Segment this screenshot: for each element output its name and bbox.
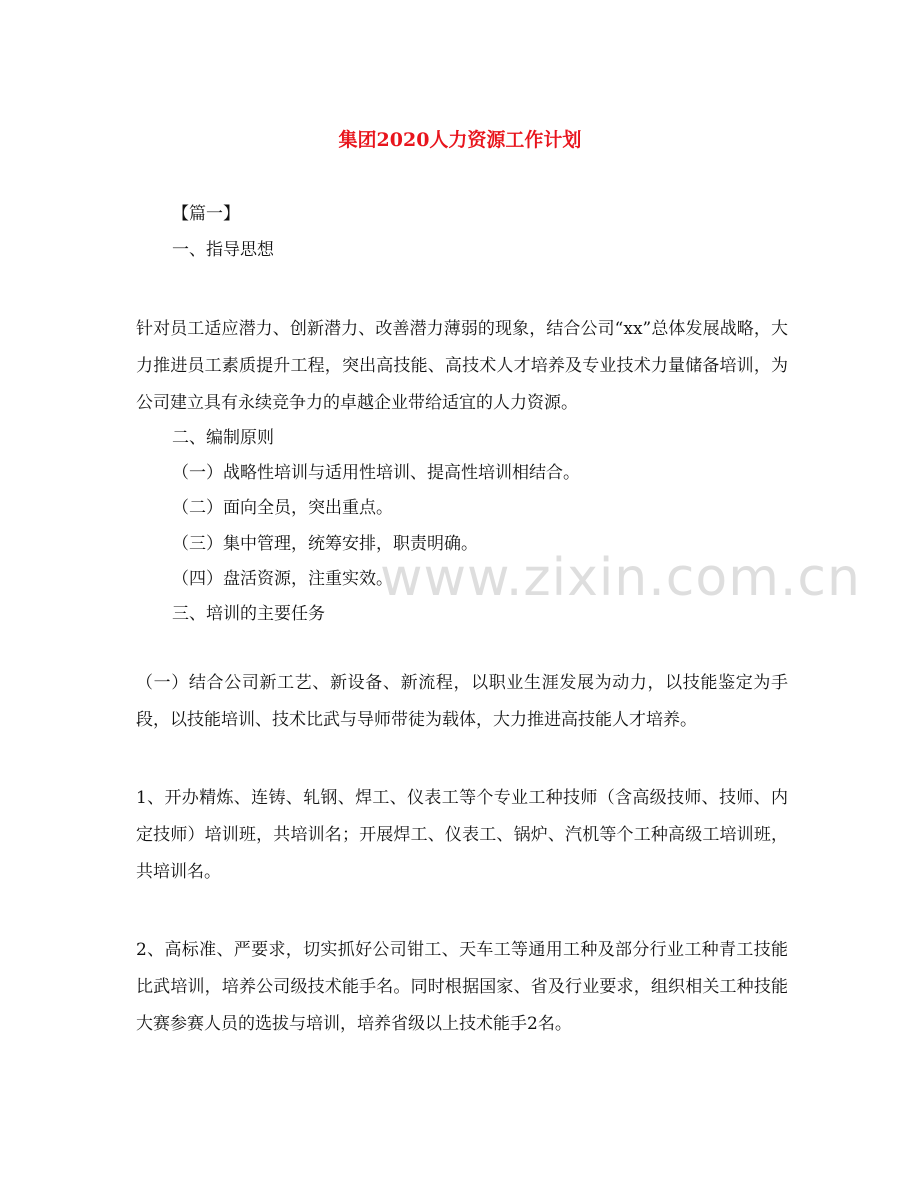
paragraph-task-1: （一）结合公司新工艺、新设备、新流程，以职业生涯发展为动力，以技能鉴定为手段，以技能培训、技术比武与导师带徒为载体，大力推进高技能人才培养。 [136, 673, 788, 730]
paragraph-guiding-ideology: 针对员工适应潜力、创新潜力、改善潜力薄弱的现象，结合公司“xx”总体发展战略，大力推进员工素质提升工程，突出高技能、高技术人才培养及专业技术力量储备培训，为公司建立具有永续竞争力的卓越企业带给适宜的人力资源。 [136, 319, 788, 413]
watermark: www.zixin.com.cn [380, 548, 861, 608]
principle-item-2: （二）面向全员，突出重点。 [172, 498, 393, 518]
heading-main-tasks: 三、培训的主要任务 [172, 604, 325, 624]
paragraph-item-1: 1、开办精炼、连铸、轧钢、焊工、仪表工等个专业工种技师（含高级技师、技师、内定技师）培训班，共培训名；开展焊工、仪表工、锅炉、汽机等个工种高级工培训班，共培训名。 [136, 788, 788, 882]
principle-item-1: （一）战略性培训与适用性培训、提高性培训相结合。 [172, 463, 580, 483]
document-title: 集团2020人力资源工作计划 [338, 129, 582, 151]
principle-item-4: （四）盘活资源，注重实效。 [172, 569, 393, 589]
heading-guiding-ideology: 一、指导思想 [172, 240, 274, 260]
principle-item-3: （三）集中管理，统筹安排，职责明确。 [172, 534, 478, 554]
paragraph-item-2: 2、高标准、严要求，切实抓好公司钳工、天车工等通用工种及部分行业工种青工技能比武培训，培养公司级技术能手名。同时根据国家、省及行业要求，组织相关工种技能大赛参赛人员的选拔与培训，培养省级以上技术能手2名。 [136, 940, 788, 1034]
section-label: 【篇一】 [172, 204, 240, 224]
heading-principles: 二、编制原则 [172, 428, 274, 448]
